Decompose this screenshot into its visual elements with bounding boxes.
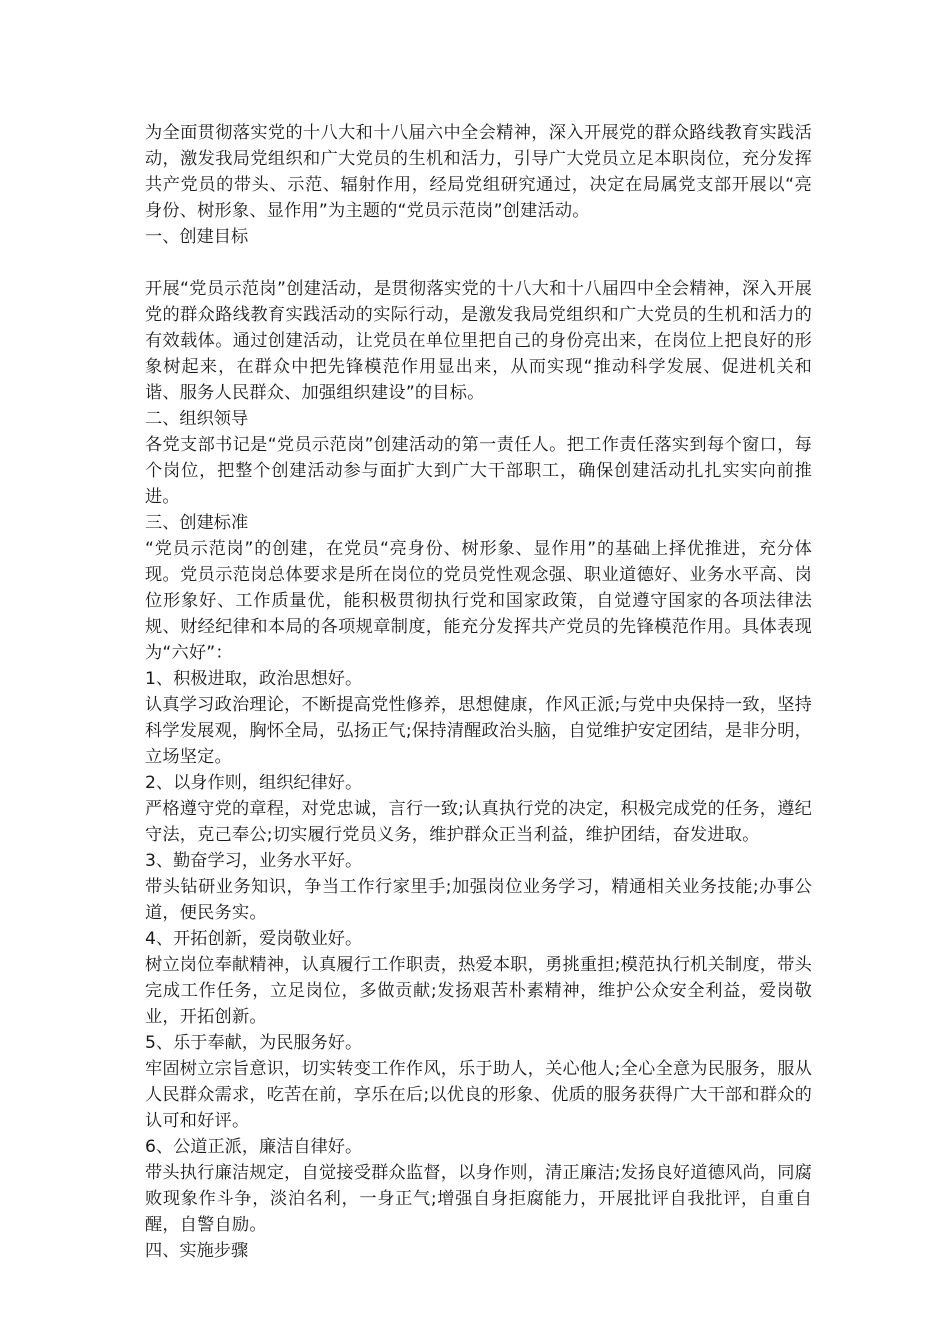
document-page [145, 120, 812, 1264]
item-3-title: 3、勤奋学习，业务水平好。 [145, 851, 363, 871]
item-6-title: 6、公道正派，廉洁自律好。 [145, 1137, 363, 1157]
section-2-body: 各党支部书记是“党员示范岗”创建活动的第一责任人。把工作责任落实到每个窗口，每个岗位，把整个创建活动参与面扩大到广大干部职工，确保创建活动扎扎实实向前推进。 [145, 435, 812, 507]
item-4-body: 树立岗位奉献精神，认真履行工作职责，热爱本职，勇挑重担;模范执行机关制度，带头完成工作任务，立足岗位，多做贡献;发扬艰苦朴素精神，维护公众安全利益，爱岗敬业，开拓创新。 [145, 955, 812, 1027]
item-5-title: 5、乐于奉献，为民服务好。 [145, 1033, 363, 1053]
item-5-body: 牢固树立宗旨意识，切实转变工作作风，乐于助人，关心他人;全心全意为民服务，服从人民群众需求，吃苦在前，享乐在后;以优良的形象、优质的服务获得广大干部和群众的认可和好评。 [145, 1059, 812, 1131]
section-3-heading: 三、创建标准 [145, 513, 249, 533]
section-3-body: “党员示范岗”的创建，在党员“亮身份、树形象、显作用”的基础上择优推进，充分体现。党员示范岗总体要求是所在岗位的党员党性观念强、职业道德好、业务水平高、岗位形象好、工作质量优，能积极贯彻执行党和国家政策，自觉遵守国家的各项法律法规、财经纪律和本局的各项规章制度，能充分发挥共产党员的先锋模范作用。具体表现为“六好”： [145, 539, 812, 663]
blank-line [145, 250, 812, 276]
item-6-body: 带头执行廉洁规定，自觉接受群众监督，以身作则，清正廉洁;发扬良好道德风尚，同腐败现象作斗争，淡泊名利，一身正气;增强自身拒腐能力，开展批评自我批评，自重自醒，自警自励。 [145, 1163, 812, 1235]
intro-paragraph: 为全面贯彻落实党的十八大和十八届六中全会精神，深入开展党的群众路线教育实践活动，激发我局党组织和广大党员的生机和活力，引导广大党员立足本职岗位，充分发挥共产党员的带头、示范、辐射作用，经局党组研究通过，决定在局属党支部开展以“亮身份、树形象、显作用”为主题的“党员示范岗”创建活动。 [145, 123, 812, 221]
item-4-title: 4、开拓创新，爱岗敬业好。 [145, 929, 363, 949]
item-2-body: 严格遵守党的章程，对党忠诚，言行一致;认真执行党的决定，积极完成党的任务，遵纪守法，克己奉公;切实履行党员义务，维护群众正当利益，维护团结，奋发进取。 [145, 799, 812, 845]
section-1-heading: 一、创建目标 [145, 227, 249, 247]
section-2-heading: 二、组织领导 [145, 409, 249, 429]
item-1-title: 1、积极进取，政治思想好。 [145, 669, 363, 689]
item-3-body: 带头钻研业务知识，争当工作行家里手;加强岗位业务学习，精通相关业务技能;办事公道，便民务实。 [145, 877, 812, 923]
item-1-body: 认真学习政治理论，不断提高党性修养，思想健康，作风正派;与党中央保持一致，坚持科学发展观，胸怀全局，弘扬正气;保持清醒政治头脑，自觉维护安定团结，是非分明，立场坚定。 [145, 695, 812, 767]
item-2-title: 2、以身作则，组织纪律好。 [145, 773, 363, 793]
section-1-body: 开展“党员示范岗”创建活动，是贯彻落实党的十八大和十八届四中全会精神，深入开展党的群众路线教育实践活动的实际行动，是激发我局党组织和广大党员的生机和活力的有效载体。通过创建活动，让党员在单位里把自己的身份亮出来，在岗位上把良好的形象树起来，在群众中把先锋模范作用显出来，从而实现“推动科学发展、促进机关和谐、服务人民群众、加强组织建设”的目标。 [145, 279, 812, 403]
section-4-heading: 四、实施步骤 [145, 1241, 249, 1261]
